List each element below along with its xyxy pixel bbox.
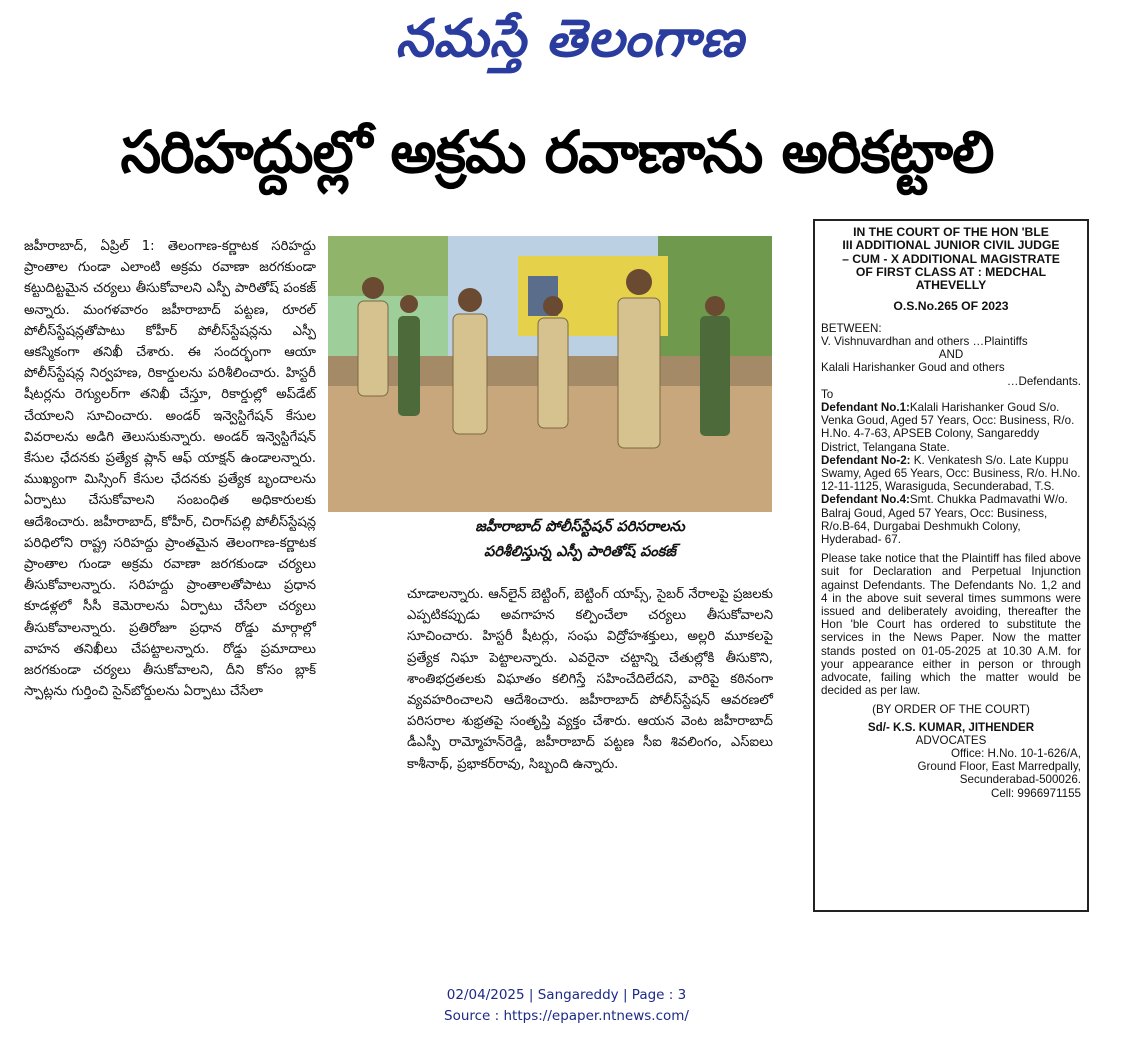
newspaper-masthead: నమస్తే తెలంగాణ — [395, 8, 745, 69]
defendant-4 — [821, 493, 1081, 546]
article-headline: సరిహద్దుల్లో అక్రమ రవాణాను అరికట్టాలి — [120, 118, 994, 186]
defendant-1 — [821, 401, 1081, 454]
edition-info: 02/04/2025 | Sangareddy | Page : 3 — [446, 987, 687, 1003]
court-title-line: III ADDITIONAL JUNIOR CIVIL JUDGE — [842, 238, 1060, 253]
court-title-line: IN THE COURT OF THE HON 'BLE — [853, 225, 1049, 239]
cell-number: Cell: 9966971155 — [990, 786, 1081, 800]
photo-caption-line: జహీరాబాద్ పోలీస్‌స్టేషన్ పరిసరాలను — [475, 519, 685, 535]
signatory: Sd/- K.S. KUMAR, JITHENDER — [867, 720, 1035, 734]
court-notice-advertisement — [813, 219, 1089, 912]
and-label: AND — [938, 348, 964, 362]
court-title-line: – CUM - X ADDITIONAL MAGISTRATE — [842, 251, 1060, 266]
source-link[interactable]: Source : https://epaper.ntnews.com/ — [444, 1008, 689, 1024]
article-column-1 — [24, 236, 316, 702]
article-paragraph: చూడాలన్నారు. ఆన్‌లైన్ బెట్టింగ్, బెట్టింగ్ యాప్స్, సైబర్ నేరాలపై ప్రజలకు ఎప్పటికప్పుడు అవగాహన కల్పించేలా చర్యలు తీసుకోవాలని సూచించారు. హిస్టరీ షీటర్లు, సంఘ విద్రోహశక్తులు, అల్లరి మూకలపై ప్రత్యేక నిఘా పెట్టాలన్నారు. ఎవరైనా చట్టాన్ని చేతుల్లోకి తీసుకొని, శాంతిభద్రతలకు విఘాతం కలిగిస్తే సహించేదిలేదని, వారిపై కఠినంగా వ్యవహరించాలని ఆదేశించారు. జహీరాబాద్ పోలీస్‌స్టేషన్ ఆవరణలో పరిసరాల శుభ్రతపై సంతృప్తి వ్యక్తం చేశారు. ఆయన వెంట జహీరాబాద్ డీఎస్పీ రామ్మోహన్‌రెడ్డి, జహీరాబాద్ పట్టణ సీఐ శివలింగం, ఎస్‌ఐలు కాశీనాథ్, ప్రభాకర్‌రావు, సిబ్బంది ఉన్నారు. — [407, 587, 773, 772]
defendant-4-text: Smt. Chukka Padmavathi W/o. Balraj Goud, Aged 57 Years, Occ: Business, R/o.B-64, Durgabai Deshmukh Colony, Hyderabad- 67. — [821, 493, 1068, 546]
court-title — [821, 226, 1081, 292]
defendant-4-label: Defendant No.4: — [821, 493, 910, 507]
defendant-2 — [821, 454, 1081, 494]
police-officers-photo — [328, 236, 772, 512]
order-line: (BY ORDER OF THE COURT) — [872, 703, 1030, 717]
office-address-line: Secunderabad-500026. — [959, 773, 1081, 787]
notice-body: Please take notice that the Plaintiff has filed above suit for Declaration and Perpetual Injunction against Defendants. The Defendants No. 1,2 and 4 in the above suit several times summons were issued and deliberately avoiding, thereafter the Hon 'ble Court has ordered to substitute the services in the News Paper. Now the matter stands posted on 01-05-2025 at 10.30 A.M. for your appearance either in person or through advocate, failing which the matter would be decided as per law. — [821, 552, 1081, 698]
defendant-2-label: Defendant No-2: — [821, 453, 911, 467]
photo-caption — [400, 515, 760, 565]
defendant-1-text: Kalali Harishanker Goud S/o. Venka Goud, Aged 57 Years, Occ: Business, R/o. H.No. 4-7-63, APSEB Colony, Sangareddy District, Telangana State. — [821, 400, 1075, 454]
case-number: O.S.No.265 OF 2023 — [893, 299, 1009, 314]
defendants-label: …Defendants. — [1006, 374, 1081, 388]
defendant-1-label: Defendant No.1: — [821, 400, 910, 414]
office-address-line: Office: H.No. 10-1-626/A, — [951, 746, 1081, 760]
to-label: To — [821, 387, 834, 401]
court-title-line: OF FIRST CLASS AT : MEDCHAL — [855, 264, 1047, 279]
plaintiffs-line: V. Vishnuvardhan and others …Plaintiffs — [821, 334, 1028, 348]
article-column-2 — [407, 584, 773, 775]
between-label: BETWEEN: — [821, 321, 882, 335]
defendant-2-text: K. Venkatesh S/o. Late Kuppu Swamy, Aged 65 Years, Occ: Business, R/o. H.No. 12-11-1125, Warasiguda, Secunderabad, T.S. — [821, 453, 1081, 494]
page-footer — [300, 985, 833, 1027]
news-photo — [328, 236, 772, 512]
office-address-line: Ground Floor, East Marredpally, — [917, 760, 1081, 774]
advocates-label: ADVOCATES — [915, 733, 987, 747]
photo-caption-line: పరిశీలిస్తున్న ఎస్పీ పారితోష్ పంకజ్ — [484, 544, 676, 560]
article-paragraph: జహీరాబాద్, ఏప్రిల్ 1: తెలంగాణ-కర్ణాటక సరిహద్దు ప్రాంతాల గుండా ఎలాంటి అక్రమ రవాణా జరగకుండా కట్టుదిట్టమైన చర్యలు తీసుకోవాలని ఎస్పీ పారితోష్ పంకజ్ అన్నారు. మంగళవారం జహీరాబాద్ పట్టణ, రూరల్ పోలీస్‌స్టేషన్లతోపాటు కోహీర్ పోలీస్‌స్టేషన్లను ఎస్పీ ఆకస్మికంగా తనిఖీ చేశారు. ఈ సందర్భంగా ఆయా పోలీస్‌స్టేషన్ల నిర్వహణ, రికార్డులను పరిశీలించారు. హిస్టరీ షీటర్లను రెగ్యులర్‌గా తనిఖీ చేస్తూ, రికార్డుల్లో అప్‌డేట్ చేయాలని సూచించారు. అండర్ ఇన్వెస్టిగేషన్ కేసుల వివరాలను అడిగి తెలుసుకున్నారు. అండర్ ఇన్వెస్టిగేషన్ కేసుల ఛేదనకు ప్రత్యేక ప్లాన్ ఆఫ్ యాక్షన్ ఉండాలన్నారు. ముఖ్యంగా మిస్సింగ్ కేసుల ఛేదనకు ప్రత్యేక బృందాలను ఏర్పాటు చేసుకోవాలని సంబంధిత అధికారులకు ఆదేశించారు. జహీరాబాద్, కోహీర్, చిరాగ్‌పల్లి పోలీస్‌స్టేషన్ల పరిధిలోని రాష్ట్ర సరిహద్దు ప్రాంతమైన తెలంగాణ-కర్ణాటక ప్రాంతాల గుండా అక్రమ రవాణా జరగకుండా చర్యలు తీసుకోవాలన్నారు. సరిహద్దు ప్రాంతాలతోపాటు ప్రధాన కూడళ్లలో సీసీ కెమెరాలను ఏర్పాటు చేసేలా చర్యలు తీసుకోవాలన్నారు. ప్రతిరోజూ ప్రధాన రోడ్డు మార్గాల్లో వాహన తనిఖీలు చేపట్టాలన్నారు. రోడ్డు ప్రమాదాలు జరగకుండా చర్యలు తీసుకోవాలని, దీని కోసం బ్లాక్ స్పాట్లను గుర్తించి సైన్‌బోర్డులను ఏర్పాటు చేసేలా — [24, 239, 316, 700]
court-title-line: ATHEVELLY — [915, 278, 987, 293]
defendants-line: Kalali Harishanker Goud and others — [821, 361, 1005, 375]
